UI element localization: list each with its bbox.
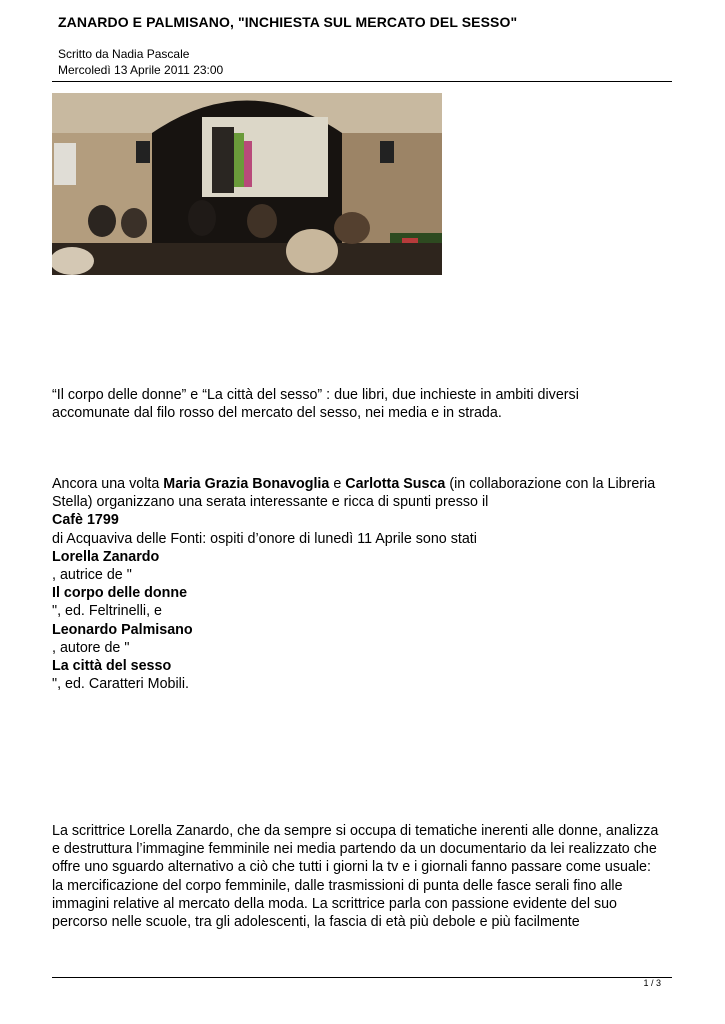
article-date: Mercoledì 13 Aprile 2011 23:00	[58, 63, 224, 77]
book-title: Il corpo delle donne	[52, 585, 188, 602]
footer-divider	[52, 977, 672, 978]
organizer-name: Maria Grazia Bonavoglia	[163, 476, 330, 492]
book-title: La città del sesso	[52, 658, 172, 675]
organizer-name: Carlotta Susca	[345, 476, 446, 492]
page-number: 1 / 3	[643, 978, 661, 988]
venue-name: Cafè 1799	[52, 512, 119, 529]
event-paragraph: Ancora una volta Maria Grazia Bonavoglia e Carlotta Susca (in collaborazione con la Libreria Stella) organizzano una serata interessante e ricca di spunti presso il Cafè 1799 di Acquaviva delle Fonti: ospiti d’onore di lunedì 11 Aprile sono stati Lorella Zanardo , autrice de " Il corpo delle donne ", ed. Feltrinelli, e Leonardo Palmisano , autore de " La città del sesso ", ed. Caratteri Mobili.	[52, 476, 656, 693]
article-author: Scritto da Nadia Pascale	[58, 47, 190, 61]
description-paragraph: La scrittrice Lorella Zanardo, che da sempre si occupa di tematiche inerenti alle donne, analizza e destruttura l’immagine femminile nei media partendo da un documentario da lei realizzato che offre uno sguardo alternativo a ciò che tutti i giorni la tv e i giornali fanno passare come usuale: la mercificazione del corpo femminile, dalle trasmissioni di punta delle fasce serali fino alle immagini relative al mercato della moda. La scrittrice parla con passione evidente del suo percorso nelle scuole, tra gli adolescenti, la fascia di età più debole e più facilmente	[52, 823, 659, 931]
guest-name: Lorella Zanardo	[52, 548, 160, 565]
header-divider	[52, 81, 672, 82]
guest-name: Leonardo Palmisano	[52, 621, 193, 638]
article-title: ZANARDO E PALMISANO, "INCHIESTA SUL MERCATO DEL SESSO"	[58, 14, 518, 30]
intro-paragraph: “Il corpo delle donne” e “La città del sesso” : due libri, due inchieste in ambiti diversi accomunate dal filo rosso del mercato del sesso, nei media e in strada.	[52, 387, 579, 422]
event-photo	[52, 93, 442, 275]
event-photo-icon	[52, 93, 442, 275]
article-meta	[58, 46, 223, 78]
